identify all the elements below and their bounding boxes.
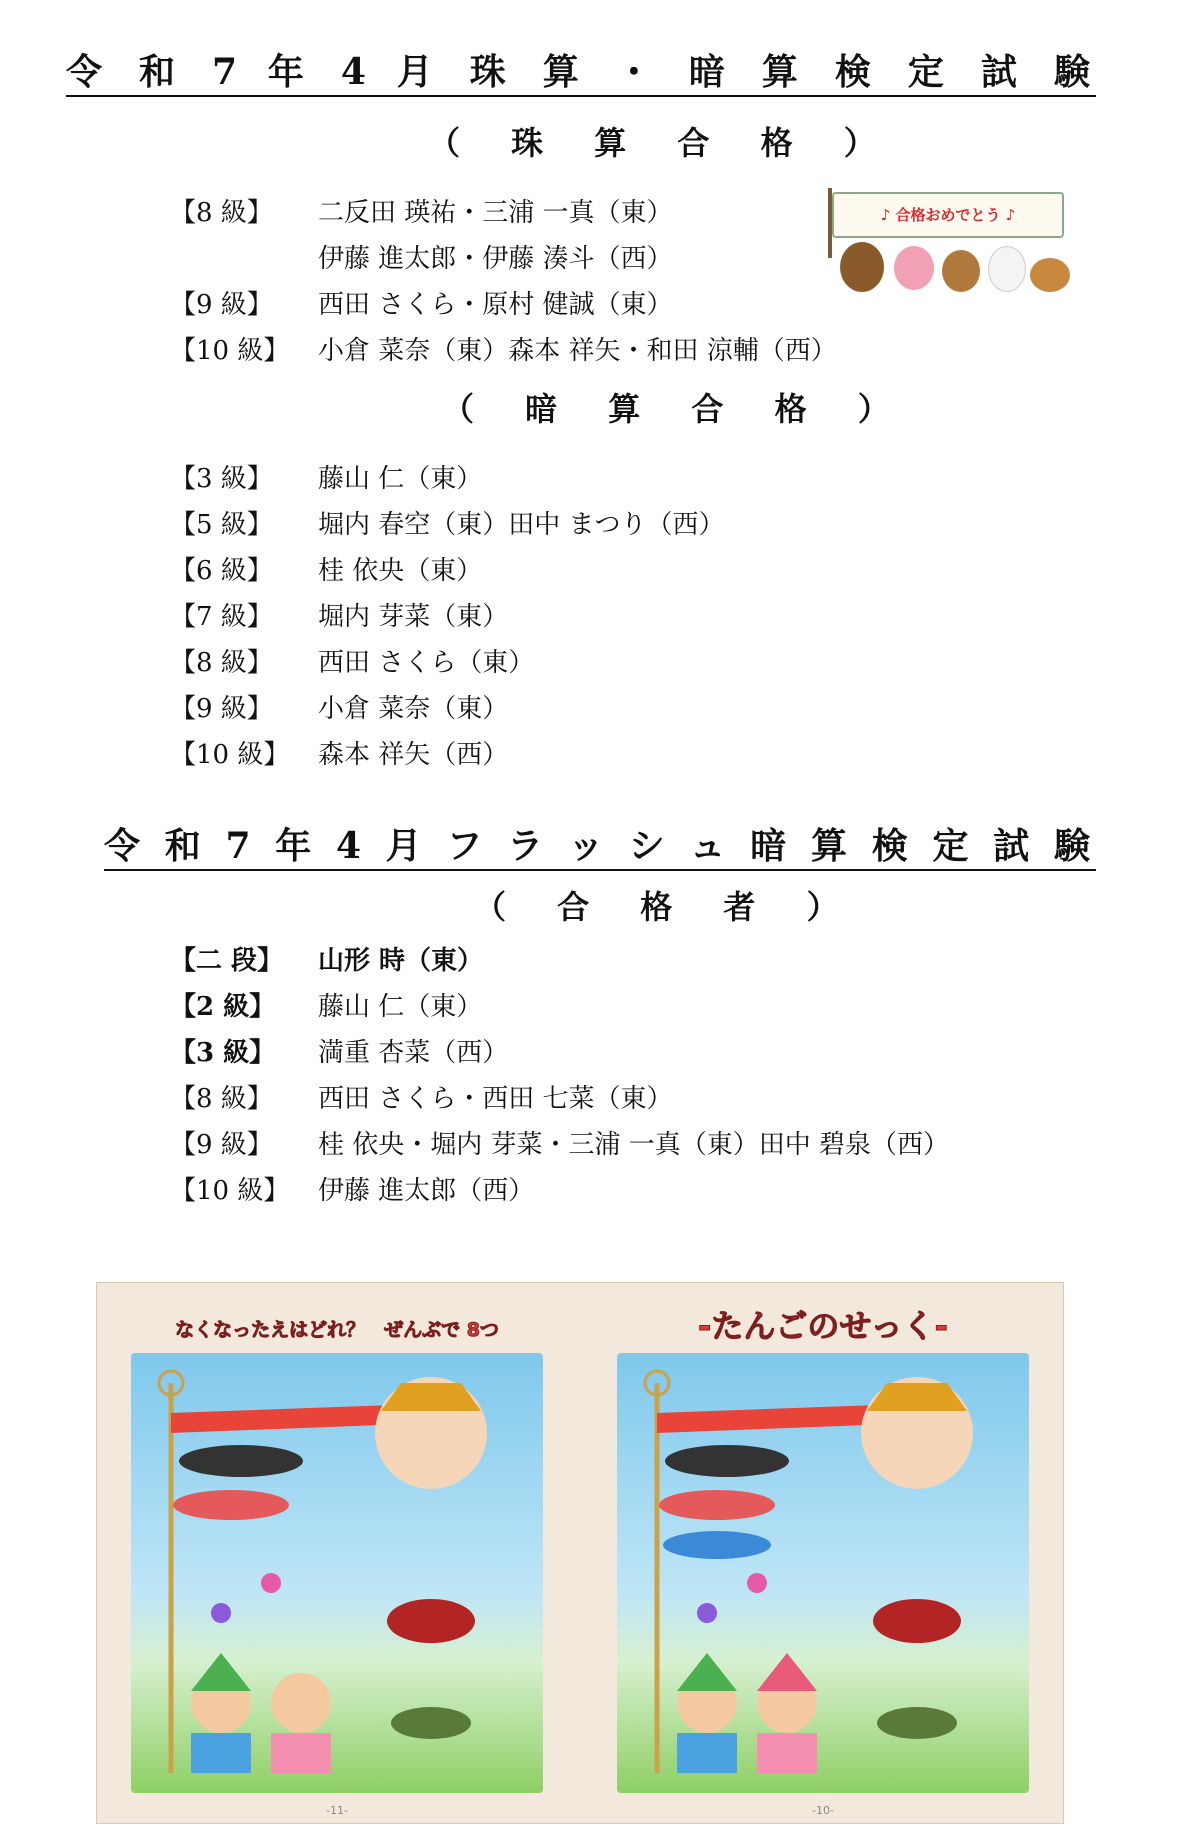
list-item: 【5 級】 堀内 春空（東）田中 まつり（西） <box>170 510 725 540</box>
left-scene <box>131 1353 543 1793</box>
list-item: 【9 級】 桂 依央・堀内 芽菜・三浦 一真（東）田中 碧泉（西） <box>170 1130 950 1160</box>
list-item: 【2 級】 藤山 仁（東） <box>170 992 483 1022</box>
list-item: 【3 級】 藤山 仁（東） <box>170 464 483 494</box>
koinobori-scene-left <box>131 1353 543 1793</box>
shuzan-section-heading: （ 珠 算 合 格 ） <box>428 124 896 162</box>
right-scene <box>617 1353 1029 1793</box>
list-item: 伊藤 進太郎・伊藤 湊斗（西） <box>318 244 673 274</box>
congrats-banner-text: ♪ 合格おめでとう ♪ <box>832 192 1064 238</box>
list-item: 【10 級】 森本 祥矢（西） <box>170 740 509 770</box>
right-page-title: -たんごのせっく- <box>698 1307 948 1345</box>
congrats-animals-illustration <box>820 180 1070 300</box>
dog-icon <box>942 250 980 292</box>
list-item: 【3 級】 満重 杏菜（西） <box>170 1038 509 1068</box>
list-item: 【8 級】 西田 さくら（東） <box>170 648 535 678</box>
list-item: 【8 級】 西田 さくら・西田 七菜（東） <box>170 1084 673 1114</box>
left-page-number: -11- <box>326 1804 348 1817</box>
list-item: 【6 級】 桂 依央（東） <box>170 556 483 586</box>
tango-no-sekku-illustration <box>96 1282 1064 1824</box>
pig-icon <box>894 246 934 290</box>
list-item: 【8 級】 二反田 瑛祐・三浦 一真（東） <box>170 198 673 228</box>
list-item: 【9 級】 西田 さくら・原村 健誠（東） <box>170 290 673 320</box>
left-page <box>97 1283 577 1823</box>
list-item: 【10 級】 伊藤 進太郎（西） <box>170 1176 535 1206</box>
list-item: 【7 級】 堀内 芽菜（東） <box>170 602 509 632</box>
flash-exam-title: 令 和 7 年 4 月 フ ラ ッ シ ュ 暗 算 検 定 試 験 <box>104 818 1096 871</box>
left-page-title: なくなったえはどれ？ ぜんぶで 8つ <box>175 1319 499 1341</box>
right-page <box>583 1283 1063 1823</box>
rabbit-icon <box>988 246 1026 292</box>
bear-icon <box>840 242 884 292</box>
list-item: 【二 段】 山形 時（東） <box>170 946 484 976</box>
anzan-section-heading: （ 暗 算 合 格 ） <box>442 390 910 428</box>
koinobori-scene-right <box>617 1353 1029 1793</box>
list-item: 【9 級】 小倉 菜奈（東） <box>170 694 509 724</box>
flash-section-heading: （ 合 格 者 ） <box>474 888 859 926</box>
right-page-number: -10- <box>812 1804 834 1817</box>
soroban-exam-title: 令 和 7 年 4 月 珠 算 ・ 暗 算 検 定 試 験 <box>66 44 1096 97</box>
list-item: 【10 級】 小倉 菜奈（東）森本 祥矢・和田 涼輔（西） <box>170 336 837 366</box>
cat-icon <box>1030 258 1070 292</box>
